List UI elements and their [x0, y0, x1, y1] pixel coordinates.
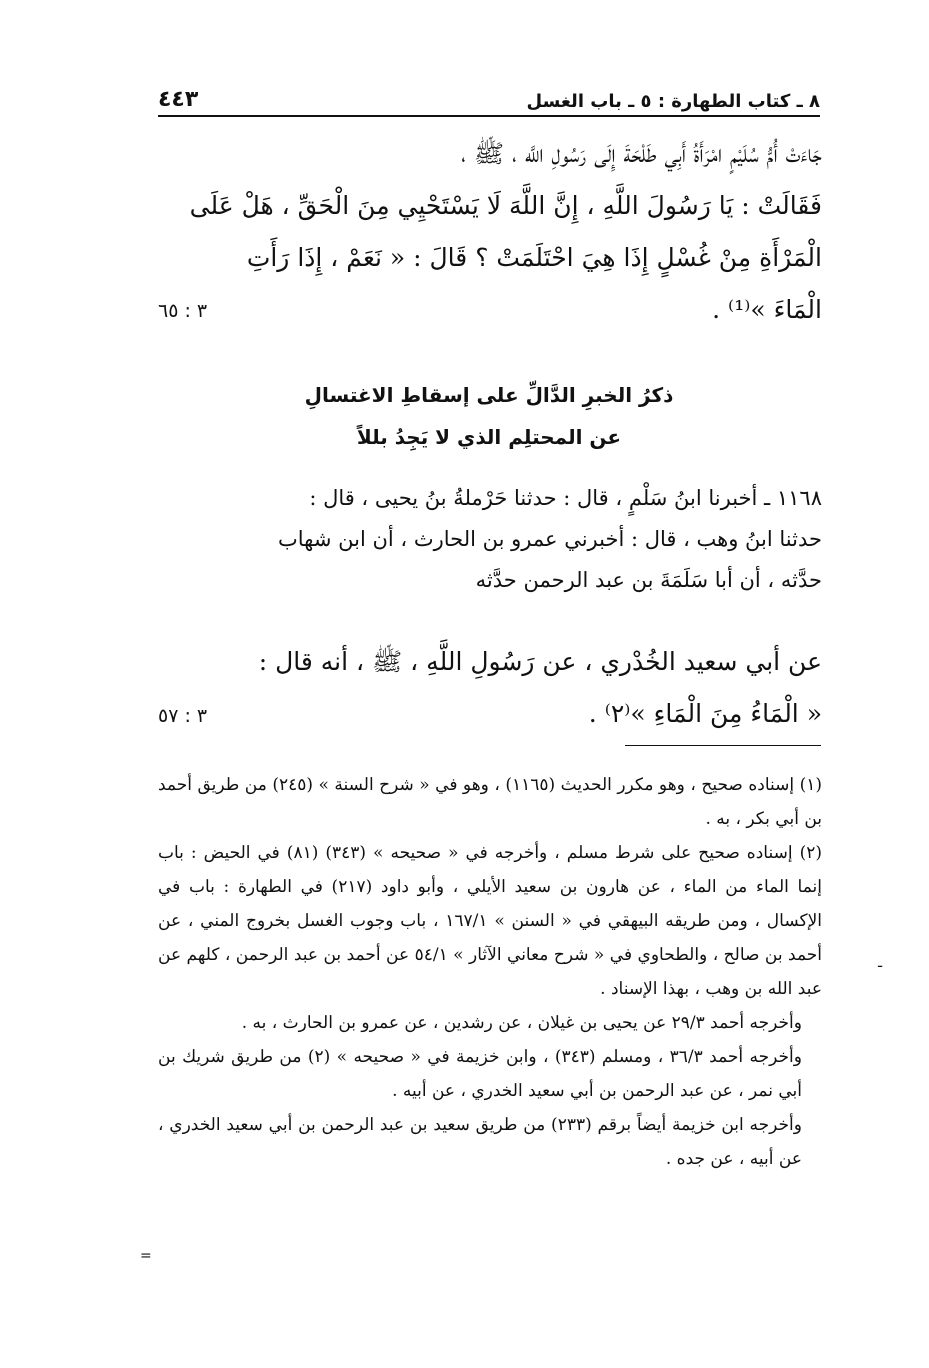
hadith-text-1 — [150, 128, 822, 336]
running-header — [158, 82, 820, 112]
isnad-line: حدَّثه ، أن أبا سَلَمَةَ بن عبد الرحمن حدَّثه — [475, 568, 822, 592]
hadith-reference-1: ٣ : ٦٥ — [158, 300, 208, 322]
hadith-line: الْمَرْأَةِ مِنْ غُسْلٍ إِذَا هِيَ احْتَلَمَتْ ؟ قَالَ : « نَعَمْ ، إِذَا رَأَتِ — [246, 243, 822, 272]
hadith-line: جَاءَتْ أُمُّ سُلَيْمٍ امْرَأَةُ أَبِي طَلْحَةَ إِلَى رَسُولِ اللَّه ، ﷺ ، — [461, 139, 822, 168]
footnote-2-continuation: وأخرجه أحمد ٣٦/٣ ، ومسلم (٣٤٣) ، وابن خزيمة في « صحيحه » (٢) من طريق شريك بن أبي نمر ، عن عبد الرحمن بن أبي سعيد الخدري ، عن أبيه . — [158, 1047, 802, 1101]
footnote-2-continuation: وأخرجه أحمد ٢٩/٣ عن يحيى بن غيلان ، عن رشدين ، عن عمرو بن الحارث ، به . — [241, 1013, 802, 1033]
hadith-text-2 — [150, 636, 822, 740]
running-title: ٨ ـ كتاب الطهارة : ٥ ـ باب الغسل — [526, 91, 820, 112]
chapter-heading-line-2: عن المحتلِم الذي لا يَجِدُ بللاً — [356, 425, 622, 449]
margin-mark-right: ـ — [878, 955, 883, 971]
hadith-line: الْمَاءَ »⁽¹⁾ . — [712, 295, 822, 324]
footnote-2-continuation: وأخرجه ابن خزيمة أيضاً برقم (٢٣٣) من طريق سعيد بن عبد الرحمن بن أبي سعيد الخدري ، عن أبيه ، عن جده . — [158, 1115, 802, 1169]
header-rule — [158, 115, 820, 117]
isnad-line: ١١٦٨ ـ أخبرنا ابنُ سَلْمٍ ، قال : حدثنا حَرْملةُ بنُ يحيى ، قال : — [309, 486, 822, 510]
isnad-chain — [158, 478, 822, 601]
margin-mark-left: = — [140, 1248, 152, 1264]
hadith-line: « الْمَاءُ مِنَ الْمَاءِ »⁽٢⁾ . — [588, 699, 822, 728]
hadith-line: فَقَالَتْ : يَا رَسُولَ اللَّهِ ، إِنَّ اللَّهَ لَا يَسْتَحْيِي مِنَ الْحَقِّ ، هَلْ عَلَى — [189, 191, 822, 220]
chapter-heading-line-1: ذكرُ الخبرِ الدَّالِّ على إسقاطِ الاغتسالِ — [304, 383, 674, 407]
hadith-line: عن أبي سعيد الخُدْري ، عن رَسُولِ اللَّهِ ، ﷺ ، أنه قال : — [258, 647, 822, 676]
isnad-line: حدثنا ابنُ وهب ، قال : أخبرني عمرو بن الحارث ، أن ابن شهاب — [278, 527, 822, 551]
footnote-separator — [625, 745, 821, 746]
hadith-reference-2: ٣ : ٥٧ — [158, 705, 208, 727]
footnote-2: (٢) إسناده صحيح على شرط مسلم ، وأخرجه في « صحيحه » (٣٤٣) (٨١) في الحيض : باب إنما الماء من الماء ، عن هارون بن سعيد الأيلي ، وأبو داود (٢١٧) في الطهارة : باب في الإكسال ، ومن طريقه البيهقي في « السنن » ١٦٧/١ ، باب وجوب الغسل بخروج المني ، عن أحمد بن صالح ، والطحاوي في « شرح معاني الآثار » ٥٤/١ عن أحمد بن عبد الرحمن ، كلهم عن عبد الله بن وهب ، بهذا الإسناد . — [158, 843, 822, 999]
footnotes — [158, 768, 822, 1176]
footnote-1: (١) إسناده صحيح ، وهو مكرر الحديث (١١٦٥) ، وهو في « شرح السنة » (٢٤٥) من طريق أحمد بن أبي بكر ، به . — [158, 775, 822, 829]
page-number: ٤٤٣ — [158, 87, 199, 112]
